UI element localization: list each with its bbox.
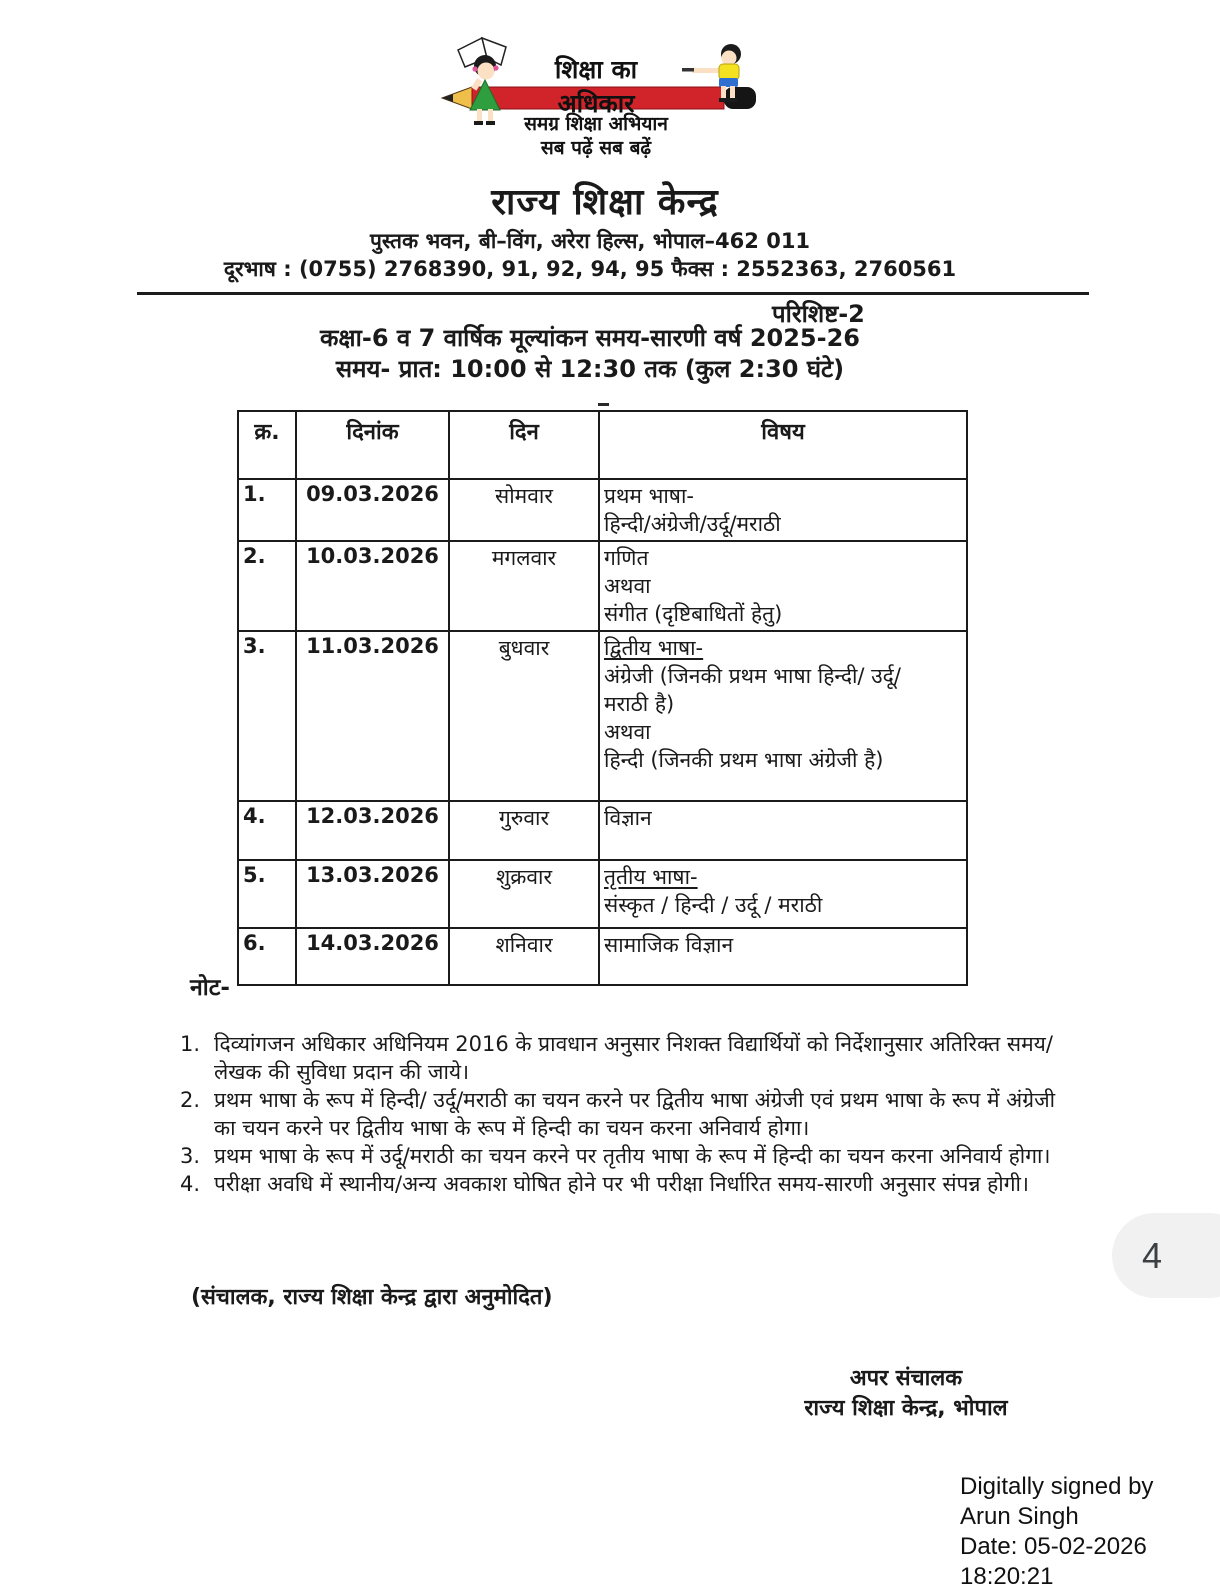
note-number: 2. [180,1088,201,1112]
note-text: प्रथम भाषा के रूप में उर्दू/मराठी का चयन करने पर तृतीय भाषा के रूप में हिन्दी का चयन करना अनिवार्य होगा। [214,1144,1051,1168]
logo-slogan: सब पढ़ें सब बढ़ें [540,137,652,159]
cell-date: 09.03.2026 [296,479,449,541]
note-number: 4. [180,1172,201,1196]
cell-serial: 1. [238,479,296,541]
subject-line: अंग्रेजी (जिनकी प्रथम भाषा हिन्दी/ उर्दू/ [604,664,901,688]
timetable-row [238,860,967,928]
signatory-title: अपर संचालक [849,1366,963,1391]
org-phone: दूरभाष : (0755) 2768390, 91, 92, 94, 95 फैक्स : 2552363, 2760561 [223,257,957,281]
digital-signature-line: Digitally signed by [960,1473,1154,1500]
timetable-row [238,479,967,541]
subject-line: गणित [604,546,649,570]
subject-line: प्रथम भाषा- [604,484,694,508]
header-divider [137,292,1089,295]
notes-label: नोट- [190,975,230,1001]
cell-date: 13.03.2026 [296,860,449,928]
appendix-label: परिशिष्ट-2 [772,300,865,328]
timetable [237,410,968,986]
cell-serial: 4. [238,801,296,860]
org-address: पुस्तक भवन, बी–विंग, अरेरा हिल्स, भोपाल–462 011 [369,229,811,253]
digital-signature-line: 18:20:21 [960,1563,1054,1590]
note-item-1 [180,1030,1060,1086]
timetable-row [238,801,967,860]
digital-signature-block [960,1472,1153,1591]
subject-line: हिन्दी (जिनकी प्रथम भाषा अंग्रेजी है) [604,748,884,772]
page-number: 4 [1142,1235,1163,1276]
cell-serial: 2. [238,541,296,631]
timetable-row [238,541,967,631]
page-number-badge [1112,1213,1220,1298]
timetable-header-row [238,411,967,479]
subject-line: द्वितीय भाषा- [604,636,704,660]
cell-date: 10.03.2026 [296,541,449,631]
document-title-block [0,323,1180,385]
timetable-wrapper [237,410,968,986]
note-item-4 [180,1170,1060,1198]
subject-line: हिन्दी/अंग्रेजी/उर्दू/मराठी [604,512,781,536]
cell-serial: 6. [238,928,296,985]
cell-date: 14.03.2026 [296,928,449,985]
logo-campaign: समग्र शिक्षा अभियान [524,113,668,135]
subject-line: सामाजिक विज्ञान [604,933,734,957]
subject-line: विज्ञान [604,806,652,830]
cell-day: बुधवार [449,631,599,801]
cell-serial: 5. [238,860,296,928]
cell-day: शनिवार [449,928,599,985]
org-name: राज्य शिक्षा केन्द्र [491,182,719,223]
pencil-graphite-icon [442,94,453,102]
subject-line: तृतीय भाषा- [604,865,698,889]
cell-day: मगलवार [449,541,599,631]
timetable-row [238,928,967,985]
subject-line: संगीत (दृष्टिबाधितों हेतु) [604,602,783,626]
note-text: प्रथम भाषा के रूप में हिन्दी/ उर्दू/मराठी का चयन करने पर द्वितीय भाषा अंग्रेजी एवं प्रथम भाषा के रूप में अंग्रेजी का चयन करने पर द्वितीय भाषा के रूप में हिन्दी का चयन करना अनिवार्य होगा। [214,1088,1056,1140]
document-title: कक्षा-6 व 7 वार्षिक मूल्यांकन समय-सारणी वर्ष 2025-26 [320,324,860,352]
digital-signature-line: Date: 05-02-2026 [960,1533,1147,1560]
subject-line: मराठी है) [604,692,675,716]
cell-subject [599,860,967,928]
cell-date: 12.03.2026 [296,801,449,860]
signatory-org: राज्य शिक्षा केन्द्र, भोपाल [804,1396,1008,1421]
cell-day: गुरुवार [449,801,599,860]
notes-list [180,1030,1060,1198]
subject-line: अथवा [604,574,651,598]
cell-subject [599,801,967,860]
cell-subject [599,631,967,801]
rte-logo [430,30,770,168]
note-text: परीक्षा अवधि में स्थानीय/अन्य अवकाश घोषित होने पर भी परीक्षा निर्धारित समय-सारणी अनुसार संपन्न होगी। [214,1172,1029,1196]
cell-serial: 3. [238,631,296,801]
note-number: 3. [180,1144,201,1168]
timetable-col-header-1: क्र. [238,411,296,479]
subject-line: संस्कृत / हिन्दी / उर्दू / मराठी [604,893,823,917]
note-item-2 [180,1086,1060,1142]
timetable-col-header-3: दिन [449,411,599,479]
timetable-row [238,631,967,801]
stray-dash-mark [598,403,609,406]
timetable-col-header-2: दिनांक [296,411,449,479]
cell-subject [599,479,967,541]
note-number: 1. [180,1032,201,1056]
cell-date: 11.03.2026 [296,631,449,801]
logo-title: शिक्षा का अधिकार [554,55,638,118]
signatory-block [781,1364,1031,1424]
cell-day: सोमवार [449,479,599,541]
digital-signature-line: Arun Singh [960,1503,1079,1530]
subject-line: अथवा [604,720,651,744]
approved-line: (संचालक, राज्य शिक्षा केन्द्र द्वारा अनुमोदित) [191,1285,553,1310]
cell-subject [599,928,967,985]
cell-subject [599,541,967,631]
timetable-col-header-4: विषय [599,411,967,479]
note-item-3 [180,1142,1060,1170]
note-text: दिव्यांगजन अधिकार अधिनियम 2016 के प्रावधान अनुसार निशक्त विद्यार्थियों को निर्देशानुसार अतिरिक्त समय/ लेखक की सुविधा प्रदान की जाये। [214,1032,1053,1084]
cell-day: शुक्रवार [449,860,599,928]
document-time-line: समय- प्रात: 10:00 से 12:30 तक (कुल 2:30 घंटे) [335,355,845,383]
girl-with-book-icon [458,38,506,125]
